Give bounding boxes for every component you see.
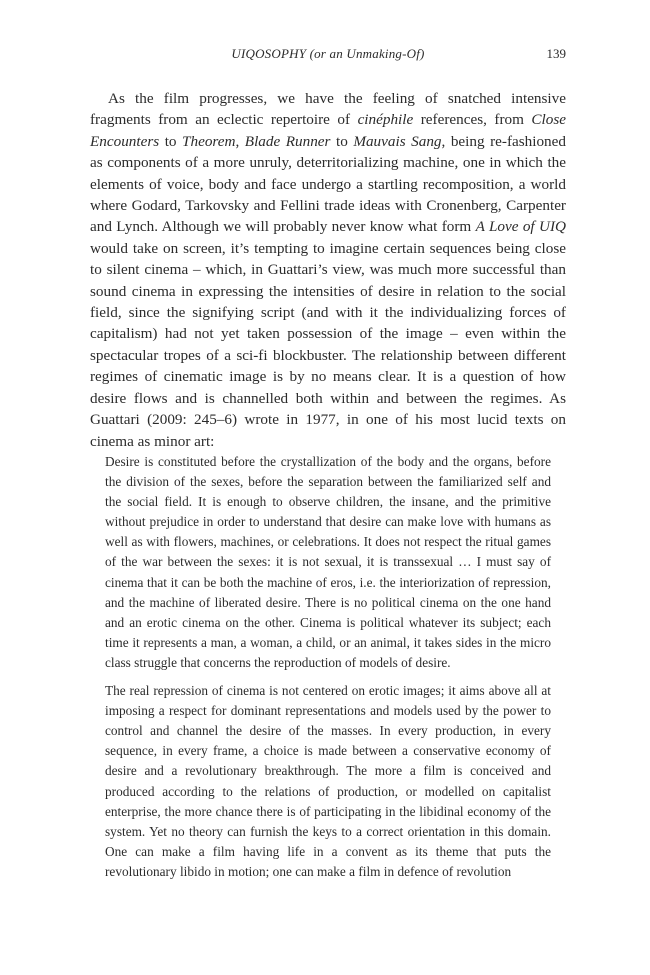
film-title: Mauvais Sang <box>353 132 442 150</box>
text-run: to <box>330 132 354 150</box>
italic-term: cinéphile <box>357 111 414 129</box>
film-title: Blade Runner <box>244 132 331 150</box>
quote-paragraph: Desire is constituted before the crystallization of the body and the organs, before the division of the sexes, before the separation between the familiarized self and the social field. It is enough to observe children, the insane, and the primitive without prejudice in order to understand that desire can make love with humans as well as with flowers, machines, or celebrations. It does not respect the ritual games of the war between the sexes: it is not sexual, it is transsexual … I must say of cinema that it can be both the machine of eros, i.e. the interiorization of repression, and the machine of liberated desire. There is no political cinema on the one hand and an erotic cinema on the other. Cinema is political whatever its subject; each time it represents a man, a woman, a child, or an animal, it takes sides in the micro class struggle that concerns the reproduction of models of desire. <box>105 454 551 670</box>
film-title: Theorem <box>182 132 236 150</box>
text-run: references, from <box>413 111 532 129</box>
quote-paragraph: The real repression of cinema is not centered on erotic images; it aims above all at imposing a respect for dominant representations and models used by the power to control and channel the desire of the masses. In every production, in every sequence, in every frame, a choice is made between a conservative economy of desire and a revolutionary breakthrough. The more a film is conceived and produced according to the relations of production, or modelled on capitalist enterprise, the more chance there is of participating in the libidinal economy of the system. Yet no theory can furnish the keys to a correct orientation in this domain. One can make a film having life in a convent as its theme that puts the revolutionary libido in motion; one can make a film in defence of revolution <box>105 683 551 879</box>
film-title: A Love of UIQ <box>475 218 566 236</box>
text-run: As the film progresses, we have the feeling of snatched intensive fragments from an eclectic repertoire of <box>90 90 566 129</box>
text-run: , being re-fashioned as components of a more unruly, deterritorializing machine, one in which the elements of voice, body and face undergo a startling recomposition, a world where Godard, Tarkovsky and Fellini trade ideas with Cronenberg, Carpenter and Lynch. Although we will probably never know what form <box>90 132 566 236</box>
body-text <box>90 88 566 452</box>
block-quote <box>105 452 551 890</box>
body-paragraph <box>90 88 566 452</box>
film-title: Close Encounters <box>90 111 567 150</box>
text-run: to <box>159 132 183 150</box>
page-number: 139 <box>546 46 566 61</box>
running-title: UIQOSOPHY (or an Unmaking-Of) <box>231 46 425 61</box>
text-run: would take on screen, it’s tempting to imagine certain sequences being close to silent cinema – which, in Guattari’s view, was much more successful than sound cinema in expressing the intensities of desire in relation to the social field, since the signifying script (and with it the individualizing forces of capitalism) had not yet taken possession of the image – even within the spectacular tropes of a sci-fi blockbuster. The relationship between different regimes of cinematic image is by no means clear. It is a question of how desire flows and is channelled both within and between the regimes. As Guattari (2009: 245–6) wrote in 1977, in one of his most lucid texts on cinema as minor art: <box>90 239 566 450</box>
text-run: , <box>235 132 245 150</box>
